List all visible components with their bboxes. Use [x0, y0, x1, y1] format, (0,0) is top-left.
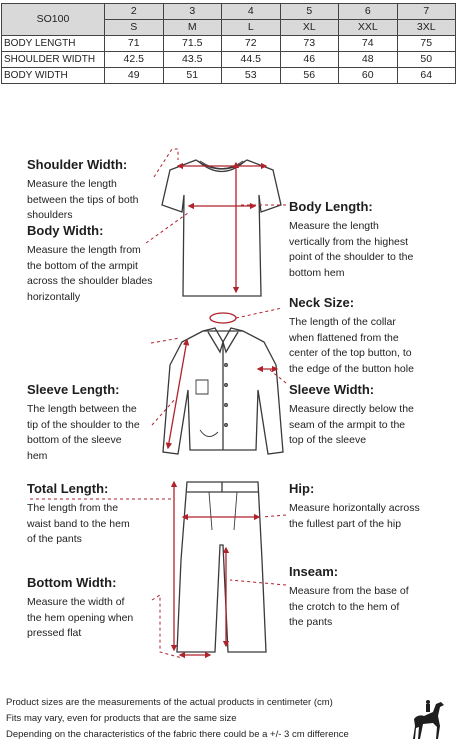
- desc-line: center of the top button, to: [289, 347, 412, 359]
- desc-line: Measure directly below the: [289, 403, 414, 415]
- table-cell: 74: [339, 36, 398, 52]
- table-cell: 44.5: [222, 52, 281, 68]
- desc-line: hem: [27, 449, 48, 462]
- footer-note-tolerance: Depending on the characteristics of the fabric there could be a +/- 3 cm difference: [6, 729, 349, 740]
- body-length-description: [289, 219, 449, 281]
- desc-line: The length of the collar: [289, 316, 396, 328]
- desc-line: top of the sleeve: [289, 434, 367, 446]
- table-cell: 75: [397, 36, 456, 52]
- desc-line: between the tips of both: [27, 193, 139, 206]
- desc-line: the hem opening when: [27, 611, 134, 624]
- table-cell: 73: [280, 36, 339, 52]
- desc-line: horizontally: [27, 290, 81, 303]
- size-number: 7: [397, 4, 456, 20]
- desc-line: shoulders: [27, 209, 73, 221]
- desc-line: seam of the armpit to the: [289, 418, 406, 431]
- size-letter: XL: [280, 20, 339, 36]
- row-label: BODY WIDTH: [2, 68, 105, 84]
- sleeve-width-description: [289, 402, 454, 449]
- table-cell: 43.5: [163, 52, 222, 68]
- shirt-icon: [163, 328, 283, 454]
- size-letter: 3XL: [397, 20, 456, 36]
- table-cell: 71: [105, 36, 164, 52]
- table-cell: 64: [397, 68, 456, 84]
- total-length-description: [27, 501, 152, 548]
- inseam-title: Inseam:: [289, 564, 339, 579]
- table-cell: 60: [339, 68, 398, 84]
- desc-line: The length from the: [27, 502, 119, 514]
- row-label: BODY LENGTH: [2, 36, 105, 52]
- tshirt-icon: [162, 160, 281, 296]
- desc-line: the crotch to the hem of: [289, 600, 400, 613]
- row-label: SHOULDER WIDTH: [2, 52, 105, 68]
- camel-rider-logo: [413, 700, 444, 739]
- desc-line: Measure the width of: [27, 596, 125, 608]
- desc-line: bottom hem: [289, 266, 345, 279]
- sleeve-width-title: Sleeve Width:: [289, 382, 375, 397]
- model-code: SO100: [2, 4, 105, 36]
- desc-line: the pants: [289, 616, 333, 628]
- size-number: 3: [163, 4, 222, 20]
- desc-line: waist band to the hem: [27, 517, 130, 530]
- body-width-title: Body Width:: [27, 223, 104, 238]
- desc-line: the bottom of the armpit: [27, 259, 138, 272]
- desc-line: Measure the length: [27, 178, 117, 190]
- size-number: 5: [280, 4, 339, 20]
- table-cell: 71.5: [163, 36, 222, 52]
- size-letter: XXL: [339, 20, 398, 36]
- footer-note-units: Product sizes are the measurements of the actual products in centimeter (cm): [6, 697, 333, 708]
- pants-icon: [177, 482, 266, 652]
- table-cell: 48: [339, 52, 398, 68]
- desc-line: Measure the length from: [27, 244, 141, 256]
- size-letter: M: [163, 20, 222, 36]
- body-length-title: Body Length:: [289, 199, 373, 214]
- table-cell: 53: [222, 68, 281, 84]
- sleeve-length-description: [27, 402, 162, 464]
- desc-line: when flattened from the: [289, 331, 399, 344]
- sleeve-length-title: Sleeve Length:: [27, 382, 120, 397]
- size-number: 2: [105, 4, 164, 20]
- desc-line: pressed flat: [27, 627, 82, 639]
- desc-line: of the pants: [27, 533, 82, 545]
- neck-size-title: Neck Size:: [289, 295, 355, 310]
- inseam-description: [289, 584, 449, 631]
- table-cell: 46: [280, 52, 339, 68]
- desc-line: Measure horizontally across: [289, 502, 420, 514]
- hip-title: Hip:: [289, 481, 315, 496]
- size-number: 6: [339, 4, 398, 20]
- size-letter: S: [105, 20, 164, 36]
- table-cell: 50: [397, 52, 456, 68]
- table-cell: 51: [163, 68, 222, 84]
- desc-line: Measure the length: [289, 220, 379, 232]
- table-cell: 72: [222, 36, 281, 52]
- desc-line: the fullest part of the hip: [289, 517, 402, 530]
- desc-line: The length between the: [27, 403, 137, 415]
- desc-line: tip of the shoulder to the: [27, 418, 140, 431]
- shoulder-width-title: Shoulder Width:: [27, 157, 128, 172]
- total-length-title: Total Length:: [27, 481, 109, 496]
- shoulder-width-description: [27, 177, 162, 224]
- bottom-width-title: Bottom Width:: [27, 575, 117, 590]
- hip-description: [289, 501, 454, 532]
- neck-size-description: [289, 315, 454, 377]
- desc-line: vertically from the highest: [289, 235, 409, 248]
- desc-line: Measure from the base of: [289, 585, 409, 597]
- table-cell: 42.5: [105, 52, 164, 68]
- size-number: 4: [222, 4, 281, 20]
- table-cell: 56: [280, 68, 339, 84]
- desc-line: bottom of the sleeve: [27, 434, 122, 446]
- desc-line: across the shoulder blades: [27, 275, 153, 287]
- table-cell: 49: [105, 68, 164, 84]
- footer-note-fit: Fits may vary, even for products that are the same size: [6, 713, 237, 724]
- desc-line: point of the shoulder to the: [289, 251, 414, 263]
- bottom-width-description: [27, 595, 157, 642]
- desc-line: the edge of the button hole: [289, 362, 414, 375]
- body-width-description: [27, 243, 167, 305]
- size-letter: L: [222, 20, 281, 36]
